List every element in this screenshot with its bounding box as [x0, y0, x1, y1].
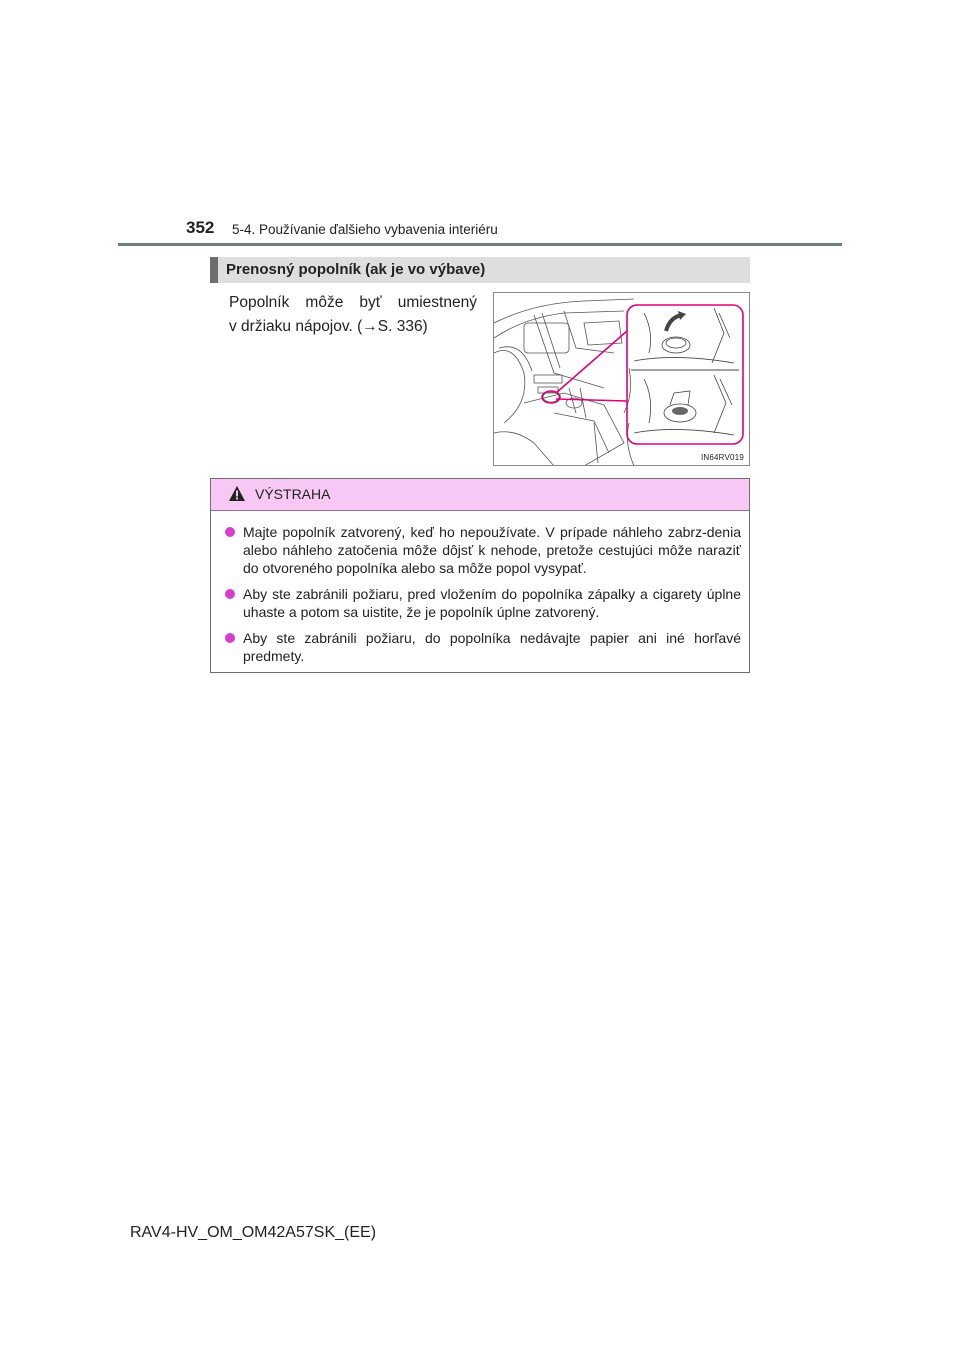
- intro-word: Popolník: [229, 294, 290, 311]
- warning-item: [225, 585, 741, 621]
- warning-item-text: Aby ste zabránili požiaru, do popolníka nedávajte papier ani iné horľavé predmety.: [243, 630, 741, 664]
- bullet-dot-icon: [225, 633, 235, 643]
- intro-word: umiestnený: [397, 294, 477, 311]
- ashtray-illustration: [493, 292, 750, 466]
- warning-item: [225, 523, 741, 577]
- warning-item-text: Aby ste zabránili požiaru, pred vložením do popolníka zápalky a cigarety úplne uhaste a potom sa uistite, že je popolník úplne zatvorený.: [243, 586, 741, 620]
- document-code: RAV4-HV_OM_OM42A57SK_(EE): [130, 1224, 377, 1241]
- warning-item-text: Majte popolník zatvorený, keď ho nepoužívate. V prípade náhleho zabrz-denia alebo náhleho zatočenia môže dôjsť k nehode, pretože cestujúci môže naraziť do otvoreného popolníka alebo sa môže popol vysypať.: [243, 524, 741, 576]
- page-number: 352: [186, 218, 215, 237]
- warning-list: [225, 523, 741, 673]
- section-title: 5-4. Používanie ďalšieho vybavenia interiéru: [232, 222, 498, 237]
- subheading-title: Prenosný popolník (ak je vo výbave): [226, 261, 486, 278]
- figure-code: IN64RV019: [700, 453, 744, 462]
- warning-header: [211, 479, 749, 511]
- header-divider: [118, 243, 842, 246]
- bullet-dot-icon: [225, 527, 235, 537]
- warning-box: [210, 478, 750, 673]
- intro-word: byť: [359, 294, 382, 311]
- bullet-dot-icon: [225, 589, 235, 599]
- warning-title: VÝSTRAHA: [255, 486, 331, 502]
- intro-line-2: v držiaku nápojov. (→S. 336): [229, 318, 428, 335]
- warning-item: [225, 629, 741, 665]
- subheading-bar: [210, 257, 750, 283]
- car-interior-drawing: [494, 293, 750, 466]
- intro-word: môže: [305, 294, 344, 311]
- intro-line-1: [229, 291, 477, 315]
- warning-triangle-icon: [228, 485, 246, 502]
- intro-paragraph: [229, 291, 477, 339]
